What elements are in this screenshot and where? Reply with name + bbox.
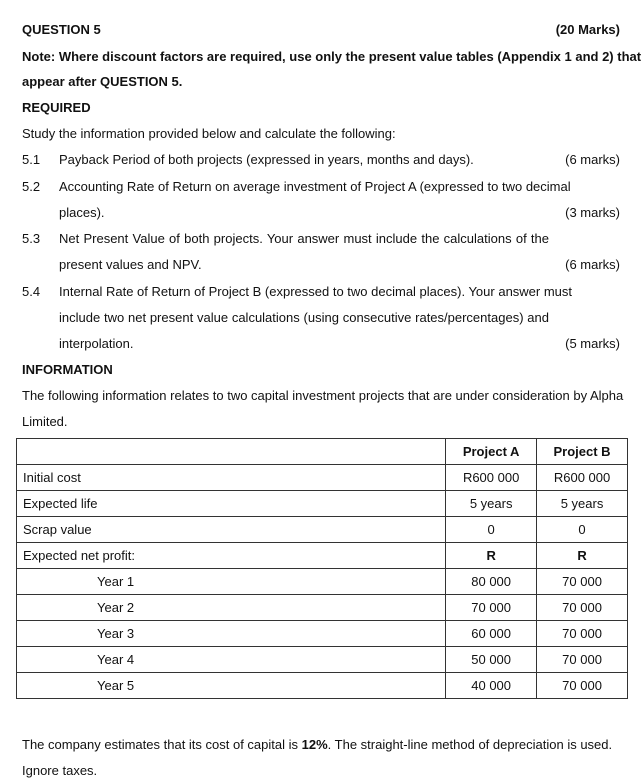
cell-project-b: 70 000 xyxy=(537,569,628,595)
item-text: Accounting Rate of Return on average investment of Project A (expressed to two decimal xyxy=(59,179,571,194)
cell-project-b: 70 000 xyxy=(537,595,628,621)
item-marks: (6 marks) xyxy=(565,257,620,272)
year-label: Year 3 xyxy=(17,621,446,647)
cell-project-a: 70 000 xyxy=(446,595,537,621)
cell-project-b: R600 000 xyxy=(537,465,628,491)
note-line-1: Note: Where discount factors are required, use only the present value tables (Appendix 1 and 2) that xyxy=(22,49,641,64)
cell-project-a: R xyxy=(446,543,537,569)
item-text: Net Present Value of both projects. Your answer must include the calculations of the xyxy=(59,231,549,246)
footer-line-1 xyxy=(22,737,620,752)
row-label: Scrap value xyxy=(17,517,446,543)
project-table xyxy=(16,438,628,699)
row-label: Expected life xyxy=(17,491,446,517)
header-project-b: Project B xyxy=(537,439,628,465)
cell-project-b: 70 000 xyxy=(537,673,628,699)
information-line-2: Limited. xyxy=(22,414,68,429)
year-label: Year 1 xyxy=(17,569,446,595)
cell-project-a: 40 000 xyxy=(446,673,537,699)
table-header-row xyxy=(17,439,628,465)
required-intro: Study the information provided below and calculate the following: xyxy=(22,126,396,141)
item-text: Payback Period of both projects (expressed in years, months and days). xyxy=(59,152,474,167)
cell-project-b: 70 000 xyxy=(537,647,628,673)
information-line-1: The following information relates to two capital investment projects that are under consideration by Alpha xyxy=(22,388,624,403)
row-label: Expected net profit: xyxy=(17,543,446,569)
table-row xyxy=(17,569,628,595)
cell-project-a: 60 000 xyxy=(446,621,537,647)
question-marks: (20 Marks) xyxy=(555,22,620,37)
table-row xyxy=(17,595,628,621)
question-title: QUESTION 5 xyxy=(22,22,101,37)
cell-project-a: R600 000 xyxy=(446,465,537,491)
cell-project-a: 5 years xyxy=(446,491,537,517)
year-label: Year 2 xyxy=(17,595,446,621)
cell-project-a: 80 000 xyxy=(446,569,537,595)
item-number: 5.1 xyxy=(22,152,41,167)
table-row xyxy=(17,647,628,673)
item-marks: (6 marks) xyxy=(565,152,620,167)
table-row xyxy=(17,517,628,543)
required-heading: REQUIRED xyxy=(22,100,91,115)
footer-text: . The straight-line method of depreciation is used. xyxy=(327,737,613,752)
cell-project-b: 5 years xyxy=(537,491,628,517)
cost-of-capital: 12% xyxy=(301,737,328,752)
footer-text: The company estimates that its cost of capital is xyxy=(22,737,302,752)
cell-project-a: 50 000 xyxy=(446,647,537,673)
item-text: Internal Rate of Return of Project B (expressed to two decimal places). Your answer must xyxy=(59,284,573,299)
item-text: places). xyxy=(59,205,105,220)
cell-project-b: 0 xyxy=(537,517,628,543)
item-number: 5.4 xyxy=(22,284,41,299)
table-header-blank xyxy=(17,439,446,465)
row-label: Initial cost xyxy=(17,465,446,491)
table-row xyxy=(17,543,628,569)
item-marks: (3 marks) xyxy=(565,205,620,220)
year-label: Year 4 xyxy=(17,647,446,673)
item-text: include two net present value calculations (using consecutive rates/percentages) and xyxy=(59,310,549,325)
cell-project-b: 70 000 xyxy=(537,621,628,647)
item-text: present values and NPV. xyxy=(59,257,202,272)
year-label: Year 5 xyxy=(17,673,446,699)
cell-project-a: 0 xyxy=(446,517,537,543)
item-number: 5.2 xyxy=(22,179,41,194)
note-line-2: appear after QUESTION 5. xyxy=(22,74,183,89)
table-row xyxy=(17,673,628,699)
footer-line-2: Ignore taxes. xyxy=(22,763,98,778)
table-row xyxy=(17,491,628,517)
table-row xyxy=(17,621,628,647)
information-heading: INFORMATION xyxy=(22,362,113,377)
item-number: 5.3 xyxy=(22,231,41,246)
header-project-a: Project A xyxy=(446,439,537,465)
cell-project-b: R xyxy=(537,543,628,569)
table-row xyxy=(17,465,628,491)
item-marks: (5 marks) xyxy=(565,336,620,351)
item-text: interpolation. xyxy=(59,336,134,351)
